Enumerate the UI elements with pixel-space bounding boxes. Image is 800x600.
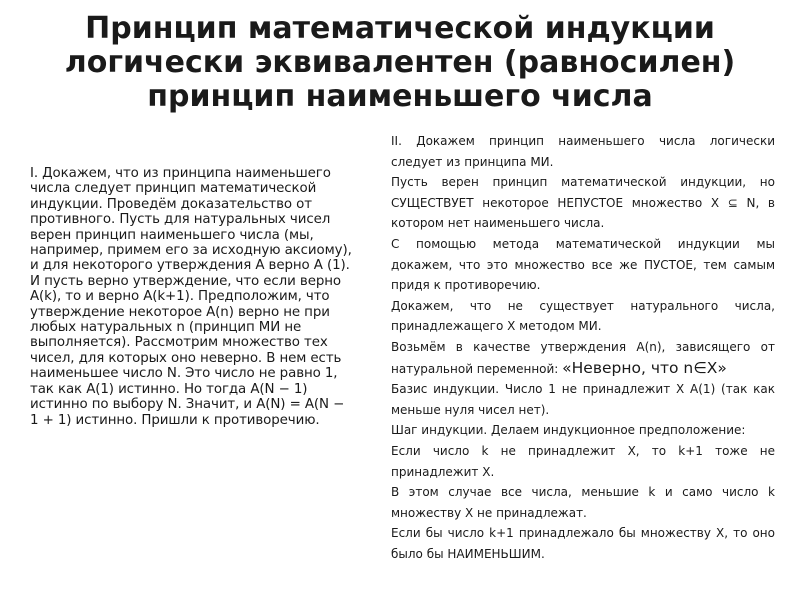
- right-paragraph-2: Пусть верен принцип математической индукции, но СУЩЕСТВУЕТ некоторое НЕПУСТОЕ множество X ⊆ N, в котором нет наименьшего числа.: [391, 175, 775, 231]
- right-paragraph-9: В этом случае все числа, меньшие k и само число k множеству X не принадлежат.: [391, 485, 775, 520]
- title-line-3: принцип наименьшего числа: [147, 79, 653, 114]
- statement-highlight: «Неверно, что n∈X»: [562, 358, 727, 377]
- right-paragraph-4: Докажем, что не существует натурального числа, принадлежащего X методом МИ.: [391, 298, 775, 334]
- right-paragraph-10: Если бы число k+1 принадлежало бы множеству X, то оно было бы НАИМЕНЬШИМ.: [391, 526, 775, 561]
- left-proof-text: I. Докажем, что из принципа наименьшего числа следует принцип математической индукции. Проведём доказательство от противного. Пусть для натуральных чисел верен принцип наименьшего числа (мы, например, примем его за исходную аксиому), и для некоторого утверждения A верно A (1). И пусть верно утверждение, что если верно A(k), то и верно A(k+1). Предположим, что утверждение некоторое A(n) верно не при любых натуральных n (принцип МИ не выполняется). Рассмотрим множество тех чисел, для которых оно неверно. В нем есть наименьшее число N. Это число не равно 1, так как A(1) истинно. Но тогда A(N − 1) истинно по выбору N. Значит, и A(N) = A(N − 1 + 1) истинно. Пришли к противоречию.: [30, 166, 352, 428]
- right-paragraph-7: Шаг индукции. Делаем индукционное предположение:: [391, 423, 746, 438]
- right-paragraph-3: С помощью метода математической индукции мы докажем, что это множество все же ПУСТОЕ, тем самым придя к противоречию.: [391, 236, 775, 293]
- right-paragraph-6: Базис индукции. Число 1 не принадлежит X A(1) (так как меньше нуля чисел нет).: [391, 382, 775, 417]
- right-paragraph-1: II. Докажем принцип наименьшего числа логически следует из принципа МИ.: [391, 134, 775, 169]
- right-paragraph-5: [391, 337, 775, 379]
- title-line-2: логически эквивалентен (равносилен): [64, 45, 736, 80]
- title-line-1: Принцип математической индукции: [85, 11, 715, 46]
- page-title: [20, 12, 780, 114]
- right-paragraph-8: Если число k не принадлежит X, то k+1 тоже не принадлежит X.: [391, 443, 775, 479]
- right-column: [391, 131, 775, 564]
- left-column: [30, 166, 355, 428]
- right-paragraph-5-text: Возьмём в качестве утверждения A(n), зависящего от натуральной переменной:: [391, 339, 775, 376]
